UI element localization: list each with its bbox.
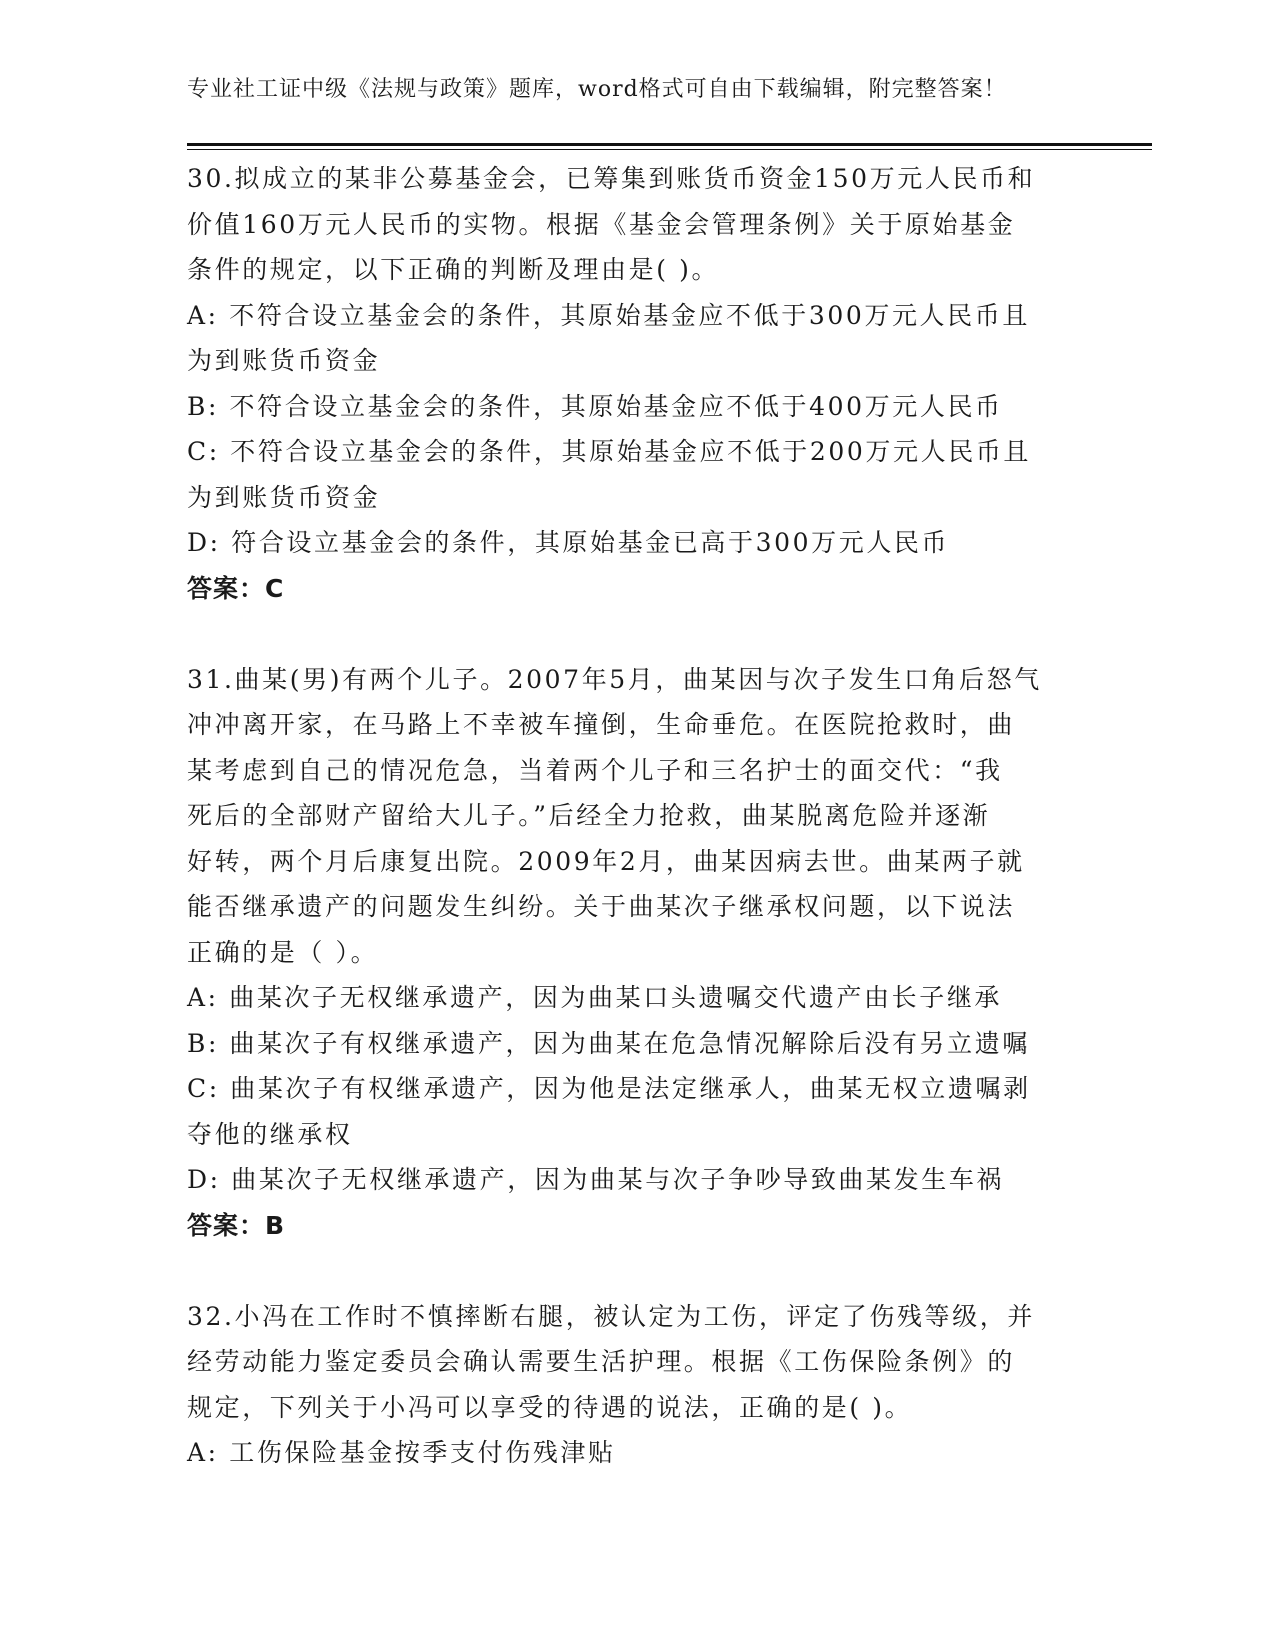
question-stem-line: 32.小冯在工作时不慎摔断右腿，被认定为工伤，评定了伤残等级，并 [187,1301,1035,1331]
question-stem-line: 31.曲某(男)有两个儿子。2007年5月，曲某因与次子发生口角后怒气 [187,664,1042,694]
question-stem-line: 条件的规定，以下正确的判断及理由是( )。 [187,255,720,284]
page-header: 专业社工证中级《法规与政策》题库，word格式可自由下载编辑，附完整答案！ [187,77,1007,102]
question-spacer [187,1248,1087,1294]
question-stem-line: 能否继承遗产的问题发生纠纷。关于曲某次子继承权问题，以下说法 [187,892,1016,921]
question-stem-line: 冲冲离开家，在马路上不幸被车撞倒，生命垂危。在医院抢救时，曲 [187,710,1016,739]
question-list [187,156,1087,1476]
option-c-line: 夺他的继承权 [187,1119,353,1149]
option-c-line: C: 不符合设立基金会的条件，其原始基金应不低于200万元人民币且 [187,437,1032,466]
question-stem-line: 规定，下列关于小冯可以享受的待遇的说法，正确的是( )。 [187,1392,913,1422]
option-a-line: A: 不符合设立基金会的条件，其原始基金应不低于300万元人民币且 [187,300,1030,330]
option-c-line: 为到账货币资金 [187,482,381,512]
option-a-line: A: 曲某次子无权继承遗产，因为曲某口头遗嘱交代遗产由长子继承 [187,983,1003,1012]
question-stem-line: 30.拟成立的某非公募基金会，已筹集到账货币资金150万元人民币和 [187,164,1036,193]
option-d-line: D: 曲某次子无权继承遗产，因为曲某与次子争吵导致曲某发生车祸 [187,1165,1005,1194]
header-rule-thin [187,149,1152,150]
option-d-line: D: 符合设立基金会的条件，其原始基金已高于300万元人民币 [187,528,950,557]
question-stem-line: 经劳动能力鉴定委员会确认需要生活护理。根据《工伤保险条例》的 [187,1347,1016,1376]
answer-label: 答案：B [187,1210,286,1240]
header-rule-thick [187,143,1152,146]
question-stem-line: 死后的全部财产留给大儿子。”后经全力抢救，曲某脱离危险并逐渐 [187,801,991,830]
question-30 [187,156,1087,611]
question-spacer [187,611,1087,657]
option-b-line: B: 不符合设立基金会的条件，其原始基金应不低于400万元人民币 [187,391,1003,421]
question-stem-line: 正确的是（ ）。 [187,937,379,967]
option-a-line: A: 工伤保险基金按季支付伤残津贴 [187,1438,616,1467]
question-32 [187,1294,1087,1476]
question-31 [187,657,1087,1249]
question-stem-line: 某考虑到自己的情况危急，当着两个儿子和三名护士的面交代：“我 [187,755,1003,785]
option-b-line: B: 曲某次子有权继承遗产，因为曲某在危急情况解除后没有另立遗嘱 [187,1028,1030,1058]
question-stem-line: 好转，两个月后康复出院。2009年2月，曲某因病去世。曲某两子就 [187,846,1025,876]
option-c-line: C: 曲某次子有权继承遗产，因为他是法定继承人，曲某无权立遗嘱剥 [187,1074,1031,1103]
question-stem-line: 价值160万元人民币的实物。根据《基金会管理条例》关于原始基金 [187,209,1016,239]
option-a-line: 为到账货币资金 [187,346,381,375]
answer-label: 答案：C [187,573,285,603]
